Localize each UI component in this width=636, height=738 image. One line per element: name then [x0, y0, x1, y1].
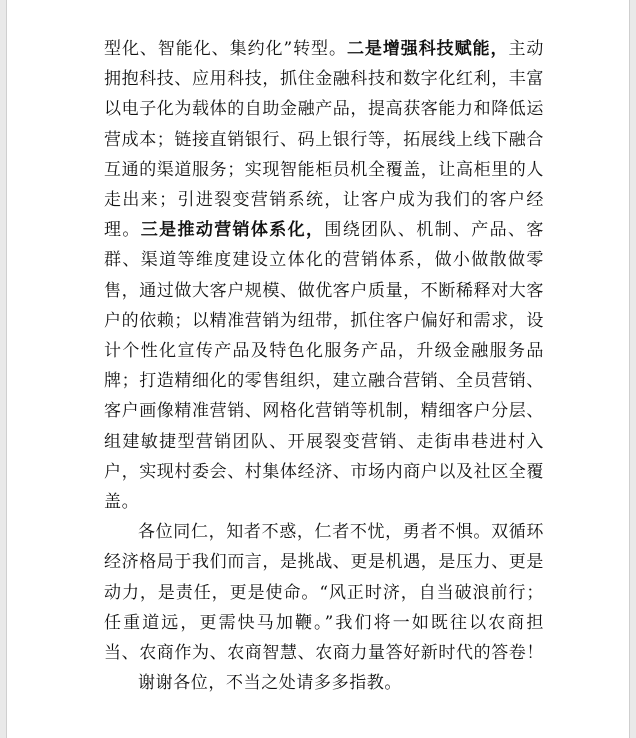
left-page-edge — [0, 0, 7, 738]
paragraph-1-text-b: 主动拥抱科技、应用科技，抓住金融科技和数字化红利，丰富以电子化为载体的自助金融产品，提高获客能力和降低运营成本；链接直销银行、码上银行等，拓展线上线下融合互通的渠道服务；实现智能柜员机全覆盖，让高柜里的人走出来；引进裂变营销系统，让客户成为我们的客户经理。 — [104, 39, 544, 241]
paragraph-closing: 谢谢各位，不当之处请多多指教。 — [138, 673, 402, 694]
document-body — [104, 34, 544, 698]
paragraph-1-text-c: 围绕团队、机制、产品、客群、渠道等维度建设立体化的营销体系，做小做散做零售，通过做大客户规模、做优客户质量，不断稀释对大客户的依赖；以精准营销为纽带，抓住客户偏好和需求，设计个性化宣传产品及特色化服务产品，升级金融服务品牌；打造精细化的零售组织，建立融合营销、全员营销、客户画像精准营销、网格化营销等机制，精细客户分层、组建敏捷型营销团队、开展裂变营销、走街串巷进村入户，实现村委会、村集体经济、市场内商户以及社区全覆盖。 — [104, 220, 545, 513]
paragraph-1 — [104, 34, 544, 517]
heading-marketing-system: 三是推动营销体系化， — [140, 220, 325, 241]
right-page-edge — [629, 0, 636, 738]
heading-tech-empowerment: 二是增强科技赋能， — [346, 39, 509, 59]
paragraph-1-text-a: 型化、智能化、集约化”转型。 — [104, 39, 347, 59]
paragraph-2: 各位同仁，知者不惑，仁者不忧，勇者不惧。双循环经济格局于我们而言，是挑战、更是机遇，是压力、更是动力，是责任，更是使命。“风正时济，自当破浪前行；任重道远，更需快马加鞭。”我们将一如既往以农商担当、农商作为、农商智慧、农商力量答好新时代的答卷！ — [104, 522, 544, 664]
